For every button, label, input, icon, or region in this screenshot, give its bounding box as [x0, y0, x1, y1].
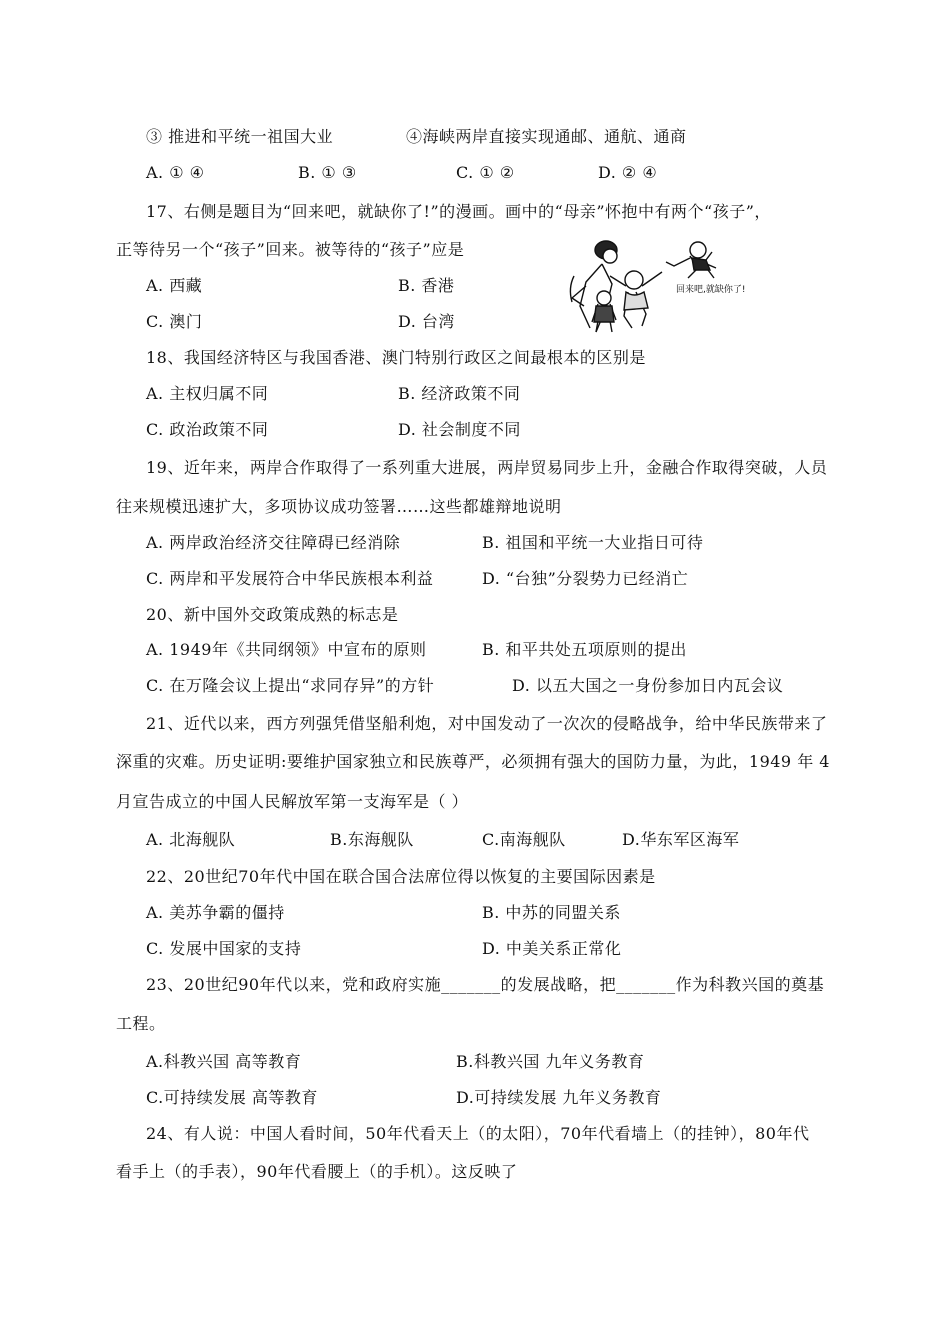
q23-stem-line1: 23、20世纪90年代以来，党和政府实施_______的发展战略，把_______作为科教兴国的奠基 [146, 975, 825, 994]
q18-stem: 18、我国经济特区与我国香港、澳门特别行政区之间最根本的区别是 [146, 348, 646, 367]
q22-option-a: A. 美苏争霸的僵持 [146, 903, 285, 922]
cartoon-caption: 回来吧,就缺你了! [676, 285, 746, 295]
q17-option-b: B. 香港 [398, 276, 455, 295]
q16-option-c: C. ① ② [456, 163, 515, 182]
q17-stem-line2: 正等待另一个“孩子”回来。被等待的“孩子”应是 [116, 240, 465, 259]
q20-stem: 20、新中国外交政策成熟的标志是 [146, 605, 399, 624]
q17-stem-line1: 17、右侧是题目为“回来吧，就缺你了!”的漫画。画中的“母亲”怀抱中有两个“孩子”， [146, 202, 771, 221]
q21-option-c: C.南海舰队 [482, 830, 566, 849]
q22-option-d: D. 中美关系正常化 [482, 939, 622, 958]
q19-stem-line2: 往来规模迅速扩大，多项协议成功签署……这些都雄辩地说明 [116, 497, 562, 516]
q16-option-a: A. ① ④ [146, 163, 205, 182]
q22-option-b: B. 中苏的同盟关系 [482, 903, 621, 922]
q16-item4: ④海峡两岸直接实现通邮、通航、通商 [406, 127, 687, 146]
q16-option-d: D. ② ④ [598, 163, 658, 182]
q19-option-d: D. “台独”分裂势力已经消亡 [482, 569, 689, 588]
q23-stem-line2: 工程。 [116, 1014, 166, 1033]
q23-option-b: B.科教兴国 九年义务教育 [456, 1052, 645, 1071]
q21-option-d: D.华东军区海军 [622, 830, 740, 849]
q18-option-a: A. 主权归属不同 [146, 384, 269, 403]
q18-option-b: B. 经济政策不同 [398, 384, 521, 403]
q21-option-a: A. 北海舰队 [146, 830, 236, 849]
q21-stem-line1: 21、近代以来，西方列强凭借坚船利炮，对中国发动了一次次的侵略战争，给中华民族带来了 [146, 714, 828, 733]
q21-stem-line2: 深重的灾难。历史证明:要维护国家独立和民族尊严，必须拥有强大的国防力量，为此，1949 年 4 [116, 752, 830, 771]
q17-option-d: D. 台湾 [398, 312, 455, 331]
q17-option-c: C. 澳门 [146, 312, 203, 331]
q22-stem: 22、20世纪70年代中国在联合国合法席位得以恢复的主要国际因素是 [146, 867, 656, 886]
q19-stem-line1: 19、近年来，两岸合作取得了一系列重大进展，两岸贸易同步上升，金融合作取得突破，人员 [146, 458, 828, 477]
q24-stem-line1: 24、有人说：中国人看时间，50年代看天上（的太阳），70年代看墙上（的挂钟），80年代 [146, 1124, 810, 1143]
q18-option-c: C. 政治政策不同 [146, 420, 269, 439]
q24-stem-line2: 看手上（的手表），90年代看腰上（的手机）。这反映了 [116, 1162, 518, 1181]
q18-option-d: D. 社会制度不同 [398, 420, 521, 439]
q20-option-a: A. 1949年《共同纲领》中宣布的原则 [146, 640, 427, 659]
q23-option-a: A.科教兴国 高等教育 [146, 1052, 302, 1071]
cartoon-image [566, 236, 768, 336]
q19-option-a: A. 两岸政治经济交往障碍已经消除 [146, 533, 401, 552]
q16-item3: ③ 推进和平统一祖国大业 [146, 127, 334, 146]
q23-option-d: D.可持续发展 九年义务教育 [456, 1088, 662, 1107]
q20-option-b: B. 和平共处五项原则的提出 [482, 640, 687, 659]
q21-option-b: B.东海舰队 [330, 830, 414, 849]
q16-option-b: B. ① ③ [298, 163, 357, 182]
q19-option-b: B. 祖国和平统一大业指日可待 [482, 533, 704, 552]
q23-option-c: C.可持续发展 高等教育 [146, 1088, 318, 1107]
q22-option-c: C. 发展中国家的支持 [146, 939, 302, 958]
q21-stem-line3: 月宣告成立的中国人民解放军第一支海军是（ ） [116, 792, 469, 811]
q20-option-c: C. 在万隆会议上提出“求同存异”的方针 [146, 676, 435, 695]
q20-option-d: D. 以五大国之一身份参加日内瓦会议 [512, 676, 784, 695]
q19-option-c: C. 两岸和平发展符合中华民族根本利益 [146, 569, 434, 588]
q17-option-a: A. 西藏 [146, 276, 203, 295]
